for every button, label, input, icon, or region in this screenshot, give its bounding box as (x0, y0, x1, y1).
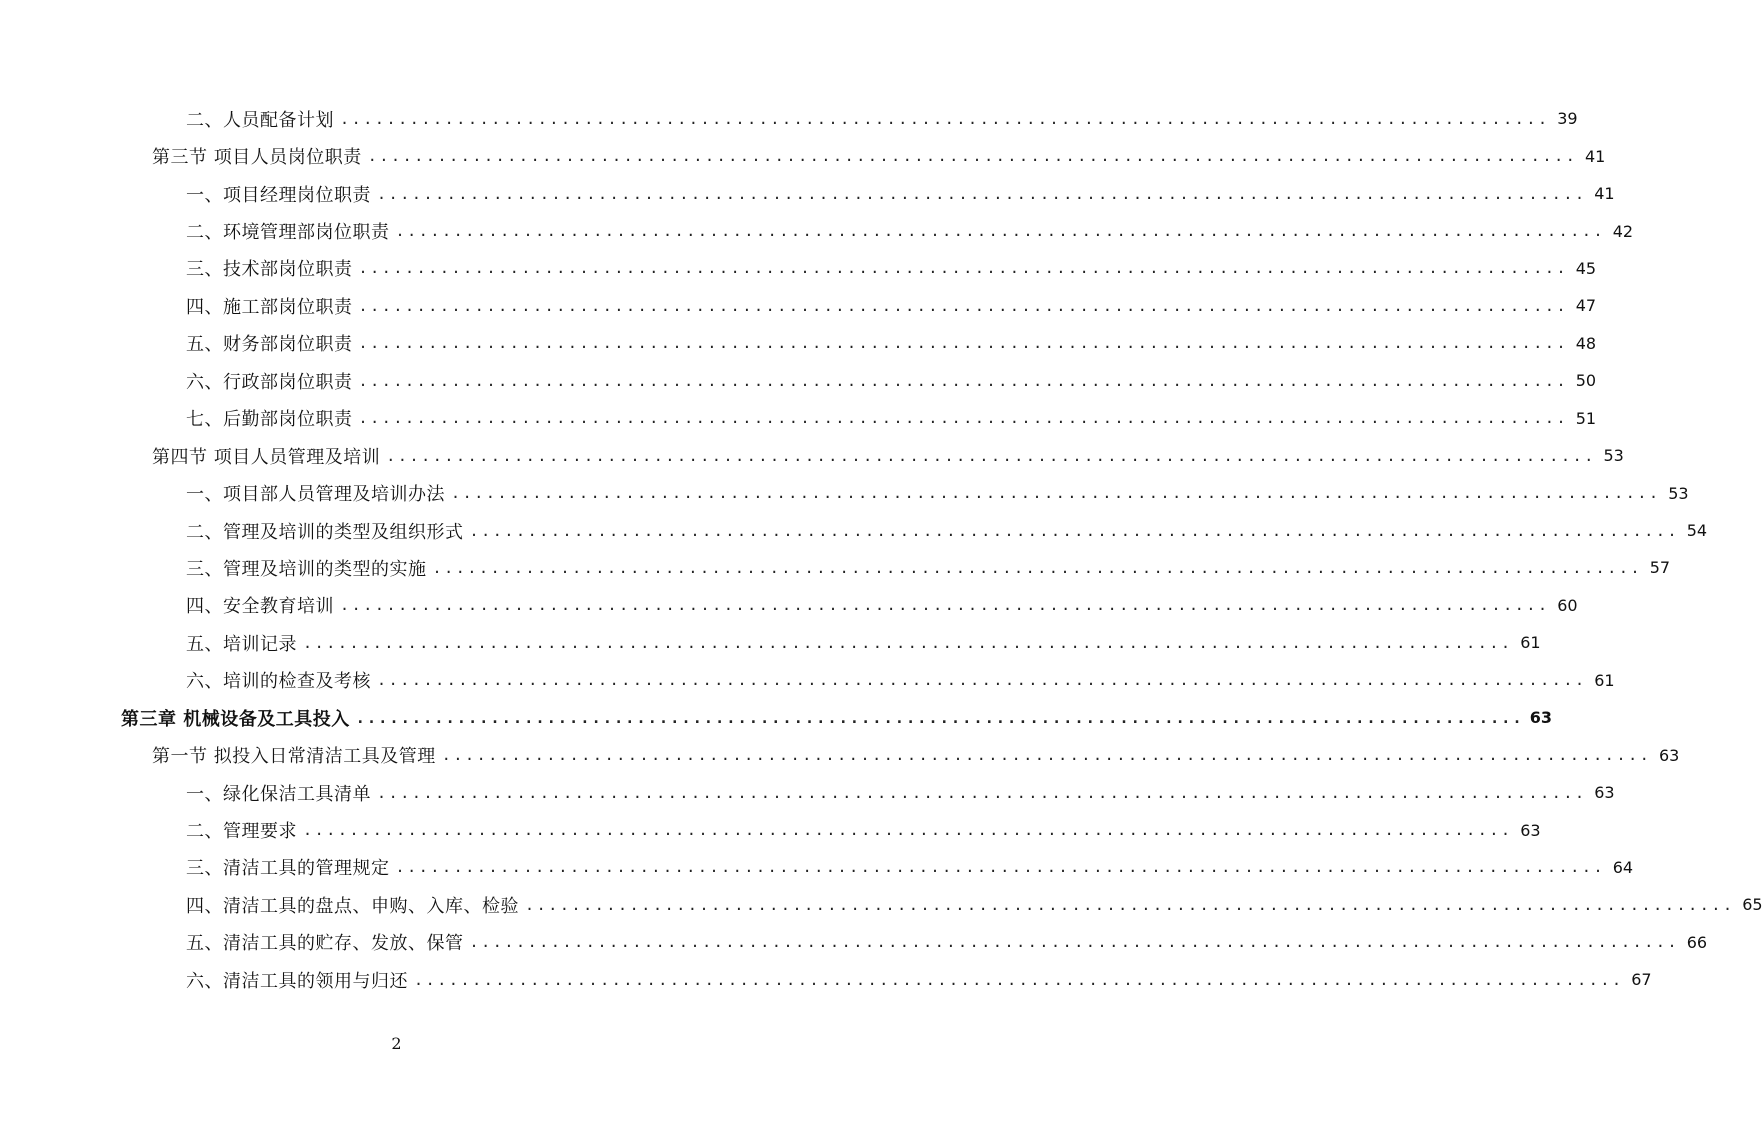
toc-dot-leader: ........................................................................................................ (451, 484, 1661, 503)
toc-entry-label: 四、清洁工具的盘点、申购、入库、检验 (186, 895, 519, 917)
toc-dot-leader: ........................................................................................................ (377, 783, 1587, 802)
toc-page-number: 65 (1742, 895, 1763, 915)
toc-subsection-entry[interactable] (0, 662, 1615, 699)
toc-entry-label: 六、培训的检查及考核 (186, 671, 371, 693)
toc-page-number: 67 (1631, 970, 1652, 990)
toc-dot-leader: ........................................................................................................ (386, 446, 1596, 465)
toc-subsection-entry[interactable] (0, 549, 1671, 586)
toc-entry-label: 五、清洁工具的贮存、发放、保管 (186, 933, 464, 955)
toc-entry-label: 三、技术部岗位职责 (186, 259, 353, 281)
toc-page-number: 64 (1612, 857, 1634, 877)
toc-subsection-entry[interactable] (0, 100, 1578, 137)
toc-subsection-entry[interactable] (0, 512, 1708, 549)
toc-dot-leader: ........................................................................................................ (367, 147, 1578, 166)
toc-page-number: 42 (1612, 221, 1634, 241)
toc-subsection-entry[interactable] (0, 212, 1634, 249)
toc-entry-label: 一、绿化保洁工具清单 (186, 783, 371, 805)
toc-page-number: 53 (1603, 446, 1624, 466)
toc-page-number: 63 (1520, 820, 1541, 840)
toc-page-number: 63 (1594, 783, 1615, 803)
toc-subsection-entry[interactable] (0, 250, 1597, 287)
toc-subsection-entry[interactable] (0, 287, 1597, 324)
toc-dot-leader: ........................................................................................................ (358, 409, 1569, 428)
toc-page-number: 53 (1668, 483, 1689, 503)
toc-subsection-entry[interactable] (0, 175, 1615, 212)
toc-entry-label: 第三节 项目人员岗位职责 (152, 147, 362, 169)
toc-page-number: 45 (1575, 258, 1597, 278)
toc-entry-label: 二、人员配备计划 (186, 109, 334, 131)
toc-dot-leader: ........................................................................................................ (355, 708, 1524, 727)
toc-dot-leader: ........................................................................................................ (358, 371, 1569, 390)
toc-chapter-entry[interactable] (0, 699, 1553, 736)
toc-entry-label: 一、项目经理岗位职责 (186, 184, 371, 206)
toc-entry-label: 二、管理及培训的类型及组织形式 (186, 521, 464, 543)
toc-dot-leader: ........................................................................................................ (358, 334, 1569, 353)
toc-dot-leader: ........................................................................................................ (377, 184, 1587, 203)
toc-page-number: 63 (1529, 708, 1553, 728)
toc-subsection-entry[interactable] (0, 474, 1689, 511)
toc-page-number: 41 (1584, 146, 1606, 166)
toc-section-entry[interactable] (0, 137, 1606, 174)
table-of-contents (0, 100, 1763, 999)
toc-subsection-entry[interactable] (0, 587, 1578, 624)
toc-section-entry[interactable] (0, 437, 1624, 474)
toc-subsection-entry[interactable] (0, 400, 1597, 437)
toc-page-number: 51 (1575, 408, 1597, 428)
toc-dot-leader: ........................................................................................................ (358, 296, 1569, 315)
toc-subsection-entry[interactable] (0, 362, 1597, 399)
toc-dot-leader: ........................................................................................................ (432, 558, 1643, 577)
toc-page-number: 60 (1557, 595, 1578, 615)
page-number: 2 (391, 1034, 402, 1053)
toc-section-entry[interactable] (0, 736, 1680, 773)
toc-entry-label: 第一节 拟投入日常清洁工具及管理 (152, 746, 436, 768)
toc-dot-leader: ........................................................................................................ (303, 821, 1513, 840)
toc-entry-label: 三、清洁工具的管理规定 (186, 858, 390, 880)
toc-page-number: 39 (1557, 109, 1578, 129)
toc-dot-leader: ........................................................................................................ (377, 671, 1587, 690)
toc-dot-leader: ........................................................................................................ (395, 222, 1606, 241)
toc-dot-leader: ........................................................................................................ (303, 633, 1513, 652)
toc-page-number: 48 (1575, 333, 1597, 353)
toc-dot-leader: ........................................................................................................ (340, 109, 1550, 128)
toc-subsection-entry[interactable] (0, 624, 1541, 661)
toc-dot-leader: ........................................................................................................ (441, 746, 1652, 765)
toc-page-number: 61 (1594, 670, 1615, 690)
toc-dot-leader: ........................................................................................................ (358, 259, 1569, 278)
toc-page-number: 41 (1594, 184, 1615, 204)
toc-page-number: 54 (1686, 521, 1708, 541)
toc-entry-label: 二、环境管理部岗位职责 (186, 222, 390, 244)
toc-entry-label: 四、安全教育培训 (186, 596, 334, 618)
toc-entry-label: 六、清洁工具的领用与归还 (186, 970, 408, 992)
toc-entry-label: 四、施工部岗位职责 (186, 296, 353, 318)
toc-page-number: 50 (1575, 371, 1597, 391)
toc-entry-label: 二、管理要求 (186, 821, 297, 843)
toc-subsection-entry[interactable] (0, 924, 1708, 961)
toc-subsection-entry[interactable] (0, 961, 1652, 998)
toc-entry-label: 第三章 机械设备及工具投入 (121, 708, 350, 730)
toc-dot-leader: ........................................................................................................ (414, 970, 1624, 989)
toc-dot-leader: ........................................................................................................ (395, 858, 1606, 877)
toc-subsection-entry[interactable] (0, 325, 1597, 362)
toc-subsection-entry[interactable] (0, 849, 1634, 886)
toc-page-number: 61 (1520, 633, 1541, 653)
toc-entry-label: 五、培训记录 (186, 633, 297, 655)
toc-dot-leader: ........................................................................................................ (469, 521, 1680, 540)
toc-page-number: 63 (1658, 745, 1680, 765)
toc-dot-leader: ........................................................................................................ (469, 933, 1680, 952)
toc-dot-leader: ........................................................................................................ (525, 895, 1735, 914)
toc-entry-label: 三、管理及培训的类型的实施 (186, 558, 427, 580)
toc-subsection-entry[interactable] (0, 886, 1763, 923)
toc-entry-label: 第四节 项目人员管理及培训 (152, 446, 381, 468)
toc-entry-label: 一、项目部人员管理及培训办法 (186, 484, 445, 506)
toc-entry-label: 五、财务部岗位职责 (186, 334, 353, 356)
toc-page-number: 47 (1575, 296, 1597, 316)
toc-page-number: 66 (1686, 932, 1708, 952)
toc-page-number: 57 (1649, 558, 1671, 578)
toc-entry-label: 七、后勤部岗位职责 (186, 409, 353, 431)
toc-entry-label: 六、行政部岗位职责 (186, 371, 353, 393)
toc-subsection-entry[interactable] (0, 811, 1541, 848)
toc-subsection-entry[interactable] (0, 774, 1615, 811)
toc-dot-leader: ........................................................................................................ (340, 596, 1550, 615)
